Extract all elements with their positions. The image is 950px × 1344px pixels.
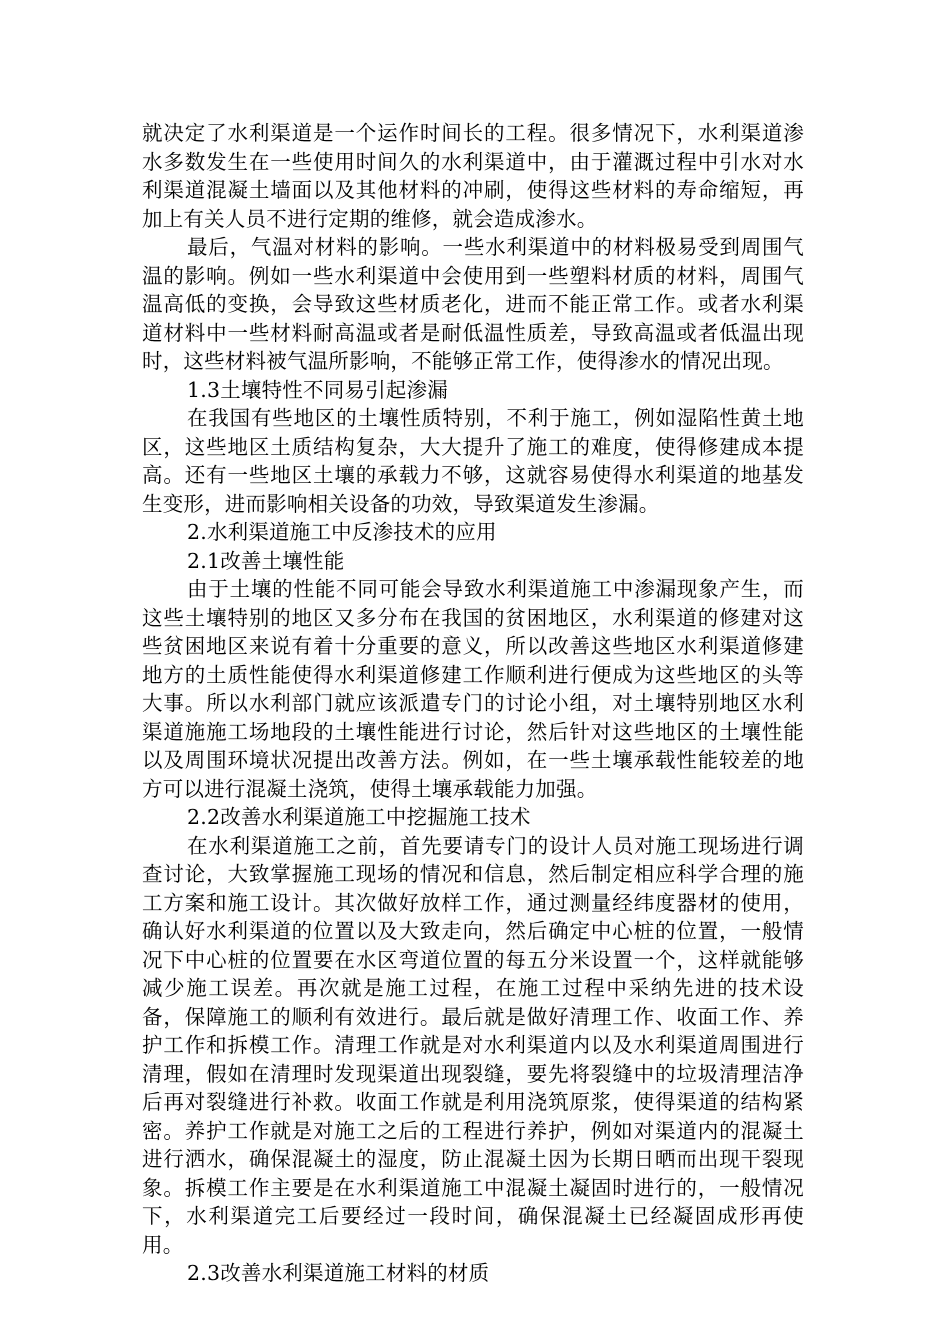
section-heading-2: 2.水利渠道施工中反渗技术的应用: [187, 520, 497, 544]
paragraph-1: 就决定了水利渠道是一个运作时间长的工程。很多情况下，水利渠道渗水多数发生在一些使用时间久的水利渠道中，由于灌溉过程中引水对水利渠道混凝土墙面以及其他材料的冲刷，使得这些材料的寿命缩短，再加上有关人员不进行定期的维修，就会造成渗水。: [142, 121, 804, 231]
section-heading-1-3: 1.3土壤特性不同易引起渗漏: [187, 377, 448, 402]
section-heading-2-3: 2.3改善水利渠道施工材料的材质: [187, 1261, 490, 1285]
paragraph-3: 在我国有些地区的土壤性质特别，不利于施工，例如湿陷性黄土地区，这些地区土质结构复杂，大大提升了施工的难度，使得修建成本提高。还有一些地区土壤的承载力不够，这就容易使得水利渠道的地基发生变形，进而影响相关设备的功效，导致渠道发生渗漏。: [142, 406, 804, 516]
paragraph-2: 最后，气温对材料的影响。一些水利渠道中的材料极易受到周围气温的影响。例如一些水利渠道中会使用到一些塑料材质的材料，周围气温高低的变换，会导致这些材质老化，进而不能正常工作。或者水利渠道材料中一些材料耐高温或者是耐低温性质差，导致高温或者低温出现时，这些材料被气温所影响，不能够正常工作，使得渗水的情况出现。: [142, 235, 804, 373]
section-heading-2-1: 2.1改善土壤性能: [187, 548, 345, 573]
document-body: [142, 119, 804, 1288]
section-heading-2-2: 2.2改善水利渠道施工中挖掘施工技术: [187, 805, 531, 829]
paragraph-4: 由于土壤的性能不同可能会导致水利渠道施工中渗漏现象产生，而这些土壤特别的地区又多分布在我国的贫困地区，水利渠道的修建对这些贫困地区来说有着十分重要的意义，所以改善这些地区水利渠道修建地方的土质性能使得水利渠道修建工作顺利进行便成为这些地区的头等大事。所以水利部门就应该派遣专门的讨论小组，对土壤特别地区水利渠道施施工场地段的土壤性能进行讨论，然后针对这些地区的土壤性能以及周围环境状况提出改善方法。例如，在一些土壤承载性能较差的地方可以进行混凝土浇筑，使得土壤承载能力加强。: [142, 577, 804, 801]
paragraph-5: 在水利渠道施工之前，首先要请专门的设计人员对施工现场进行调查讨论，大致掌握施工现场的情况和信息，然后制定相应科学合理的施工方案和施工设计。其次做好放样工作，通过测量经纬度器材的使用，确认好水利渠道的位置以及大致走向，然后确定中心桩的位置，一般情况下中心桩的位置要在水区弯道位置的每五分米设置一个，这样就能够减少施工误差。再次就是施工过程，在施工过程中采纳先进的技术设备，保障施工的顺利有效进行。最后就是做好清理工作、收面工作、养护工作和拆模工作。清理工作就是对水利渠道内以及水利渠道周围进行清理，假如在清理时发现渠道出现裂缝，要先将裂缝中的垃圾清理洁净后再对裂缝进行补救。收面工作就是利用浇筑原浆，使得渠道的结构紧密。养护工作就是对施工之后的工程进行养护，例如对渠道内的混凝土进行洒水，确保混凝土的湿度，防止混凝土因为长期日晒而出现干裂现象。拆模工作主要是在水利渠道施工中混凝土凝固时进行的，一般情况下，水利渠道完工后要经过一段时间，确保混凝土已经凝固成形再使用。: [142, 833, 804, 1257]
